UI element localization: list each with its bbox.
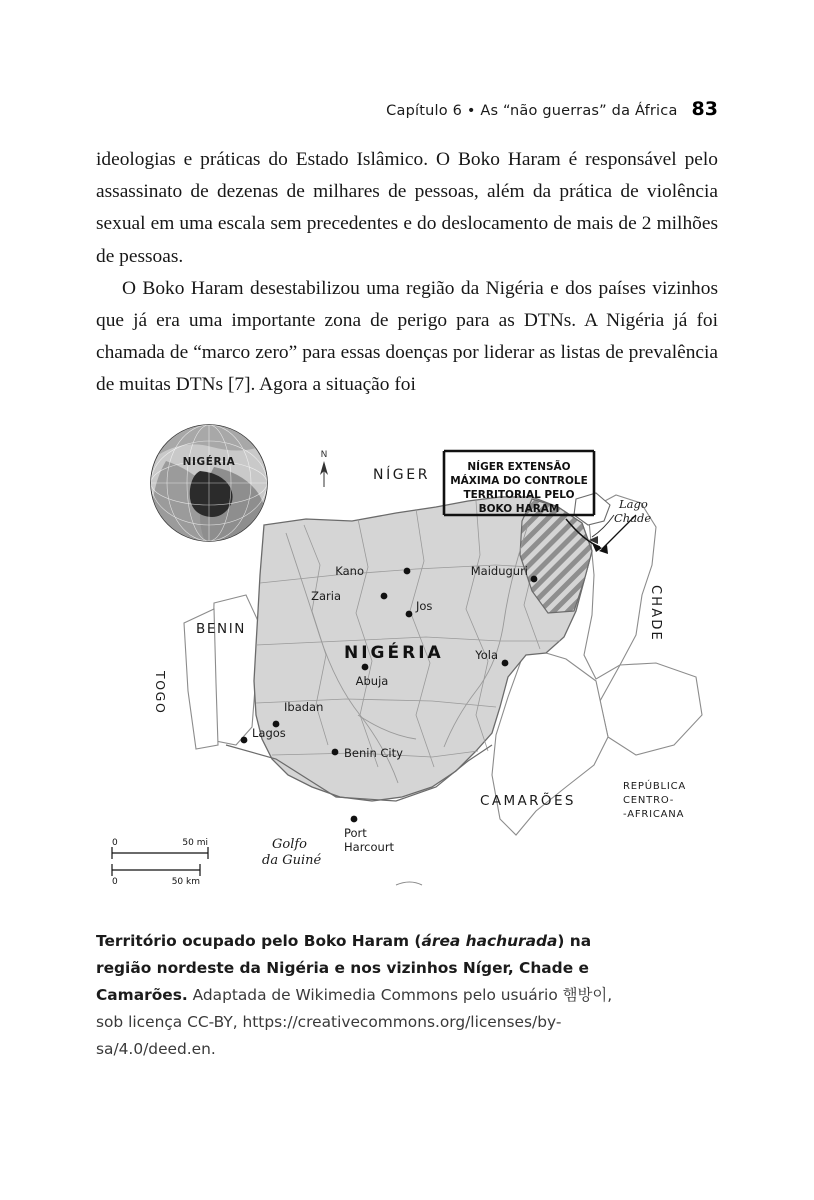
svg-text:50 km: 50 km — [171, 877, 200, 887]
paragraph-2: O Boko Haram desestabilizou uma região da Nigéria e dos países vizinhos que já era uma importante zona de perigo para as DTNs. A Nigéria já foi chamada de “marco zero” para essas doenças por liderar as listas de prevalência de muitas DTNs [7]. Agora a situação foi — [96, 277, 718, 396]
figure — [96, 415, 718, 920]
label-chade: CHADE — [648, 585, 663, 642]
paragraph-1: ideologias e práticas do Estado Islâmico. O Boko Haram é responsável pelo assassinato de dezenas de milhares de pessoas, além da prática de violência sexual em uma escala sem precedentes e do deslocamento de mais de 2 milhões de pessoas. — [96, 149, 718, 267]
label-benin: BENIN — [196, 621, 246, 637]
svg-text:Chade: Chade — [614, 511, 652, 525]
svg-text:0: 0 — [112, 838, 118, 848]
figure-caption — [96, 928, 636, 1063]
svg-text:TERRITORIAL PELO: TERRITORIAL PELO — [463, 489, 575, 501]
label-nigeria: NIGÉRIA — [344, 643, 444, 663]
running-head-chapter: Capítulo 6 • As “não guerras” da África — [386, 103, 678, 119]
label-niger: NÍGER — [373, 467, 431, 483]
svg-text:Abuja: Abuja — [355, 674, 389, 688]
inset-label: NIGÉRIA — [182, 456, 236, 468]
label-lago-chade — [614, 497, 651, 525]
svg-text:Ibadan: Ibadan — [284, 700, 324, 714]
running-head — [386, 98, 718, 120]
svg-text:Maiduguri: Maiduguri — [470, 564, 528, 578]
map-illustration — [96, 415, 718, 920]
caption-italic: área hachurada — [421, 932, 558, 950]
svg-text:Harcourt: Harcourt — [344, 840, 395, 854]
svg-text:Kano: Kano — [335, 564, 364, 578]
page-number: 83 — [691, 98, 718, 120]
svg-text:CENTRO-: CENTRO- — [623, 795, 675, 806]
label-togo: TOGO — [153, 671, 168, 715]
svg-text:MÁXIMA DO CONTROLE: MÁXIMA DO CONTROLE — [450, 475, 588, 487]
svg-text:Zaria: Zaria — [311, 589, 341, 603]
svg-text:da Guiné: da Guiné — [262, 853, 322, 868]
svg-text:Jos: Jos — [416, 599, 433, 613]
svg-text:Lago: Lago — [619, 497, 648, 511]
svg-text:-AFRICANA: -AFRICANA — [623, 809, 685, 820]
svg-text:Port: Port — [344, 826, 367, 840]
body-text — [96, 144, 718, 402]
caption-bold-1: Território ocupado pelo Boko Haram ( — [96, 932, 422, 950]
svg-text:REPÚBLICA: REPÚBLICA — [623, 781, 687, 792]
svg-text:Benin City: Benin City — [344, 746, 403, 760]
svg-text:NÍGER EXTENSÃO: NÍGER EXTENSÃO — [467, 461, 571, 473]
svg-text:BOKO HARAM: BOKO HARAM — [478, 503, 560, 515]
caption-credit: Adaptada de Wikimedia Commons pelo usuário 햄방이, sob licença CC-BY, https://creativecommons.org/licenses/by-sa/4.0/deed.en. — [96, 986, 613, 1058]
label-camaroes: CAMARÕES — [480, 793, 576, 809]
svg-text:Yola: Yola — [475, 648, 498, 662]
svg-text:Lagos: Lagos — [252, 726, 286, 740]
svg-text:0: 0 — [112, 877, 118, 887]
svg-text:50 mi: 50 mi — [182, 838, 208, 848]
svg-text:N: N — [320, 450, 328, 460]
caption-bold-2: ) na região nordeste da Nigéria e nos vizinhos Níger, Chade e Camarões. — [96, 932, 592, 1004]
svg-text:Golfo: Golfo — [272, 837, 308, 852]
